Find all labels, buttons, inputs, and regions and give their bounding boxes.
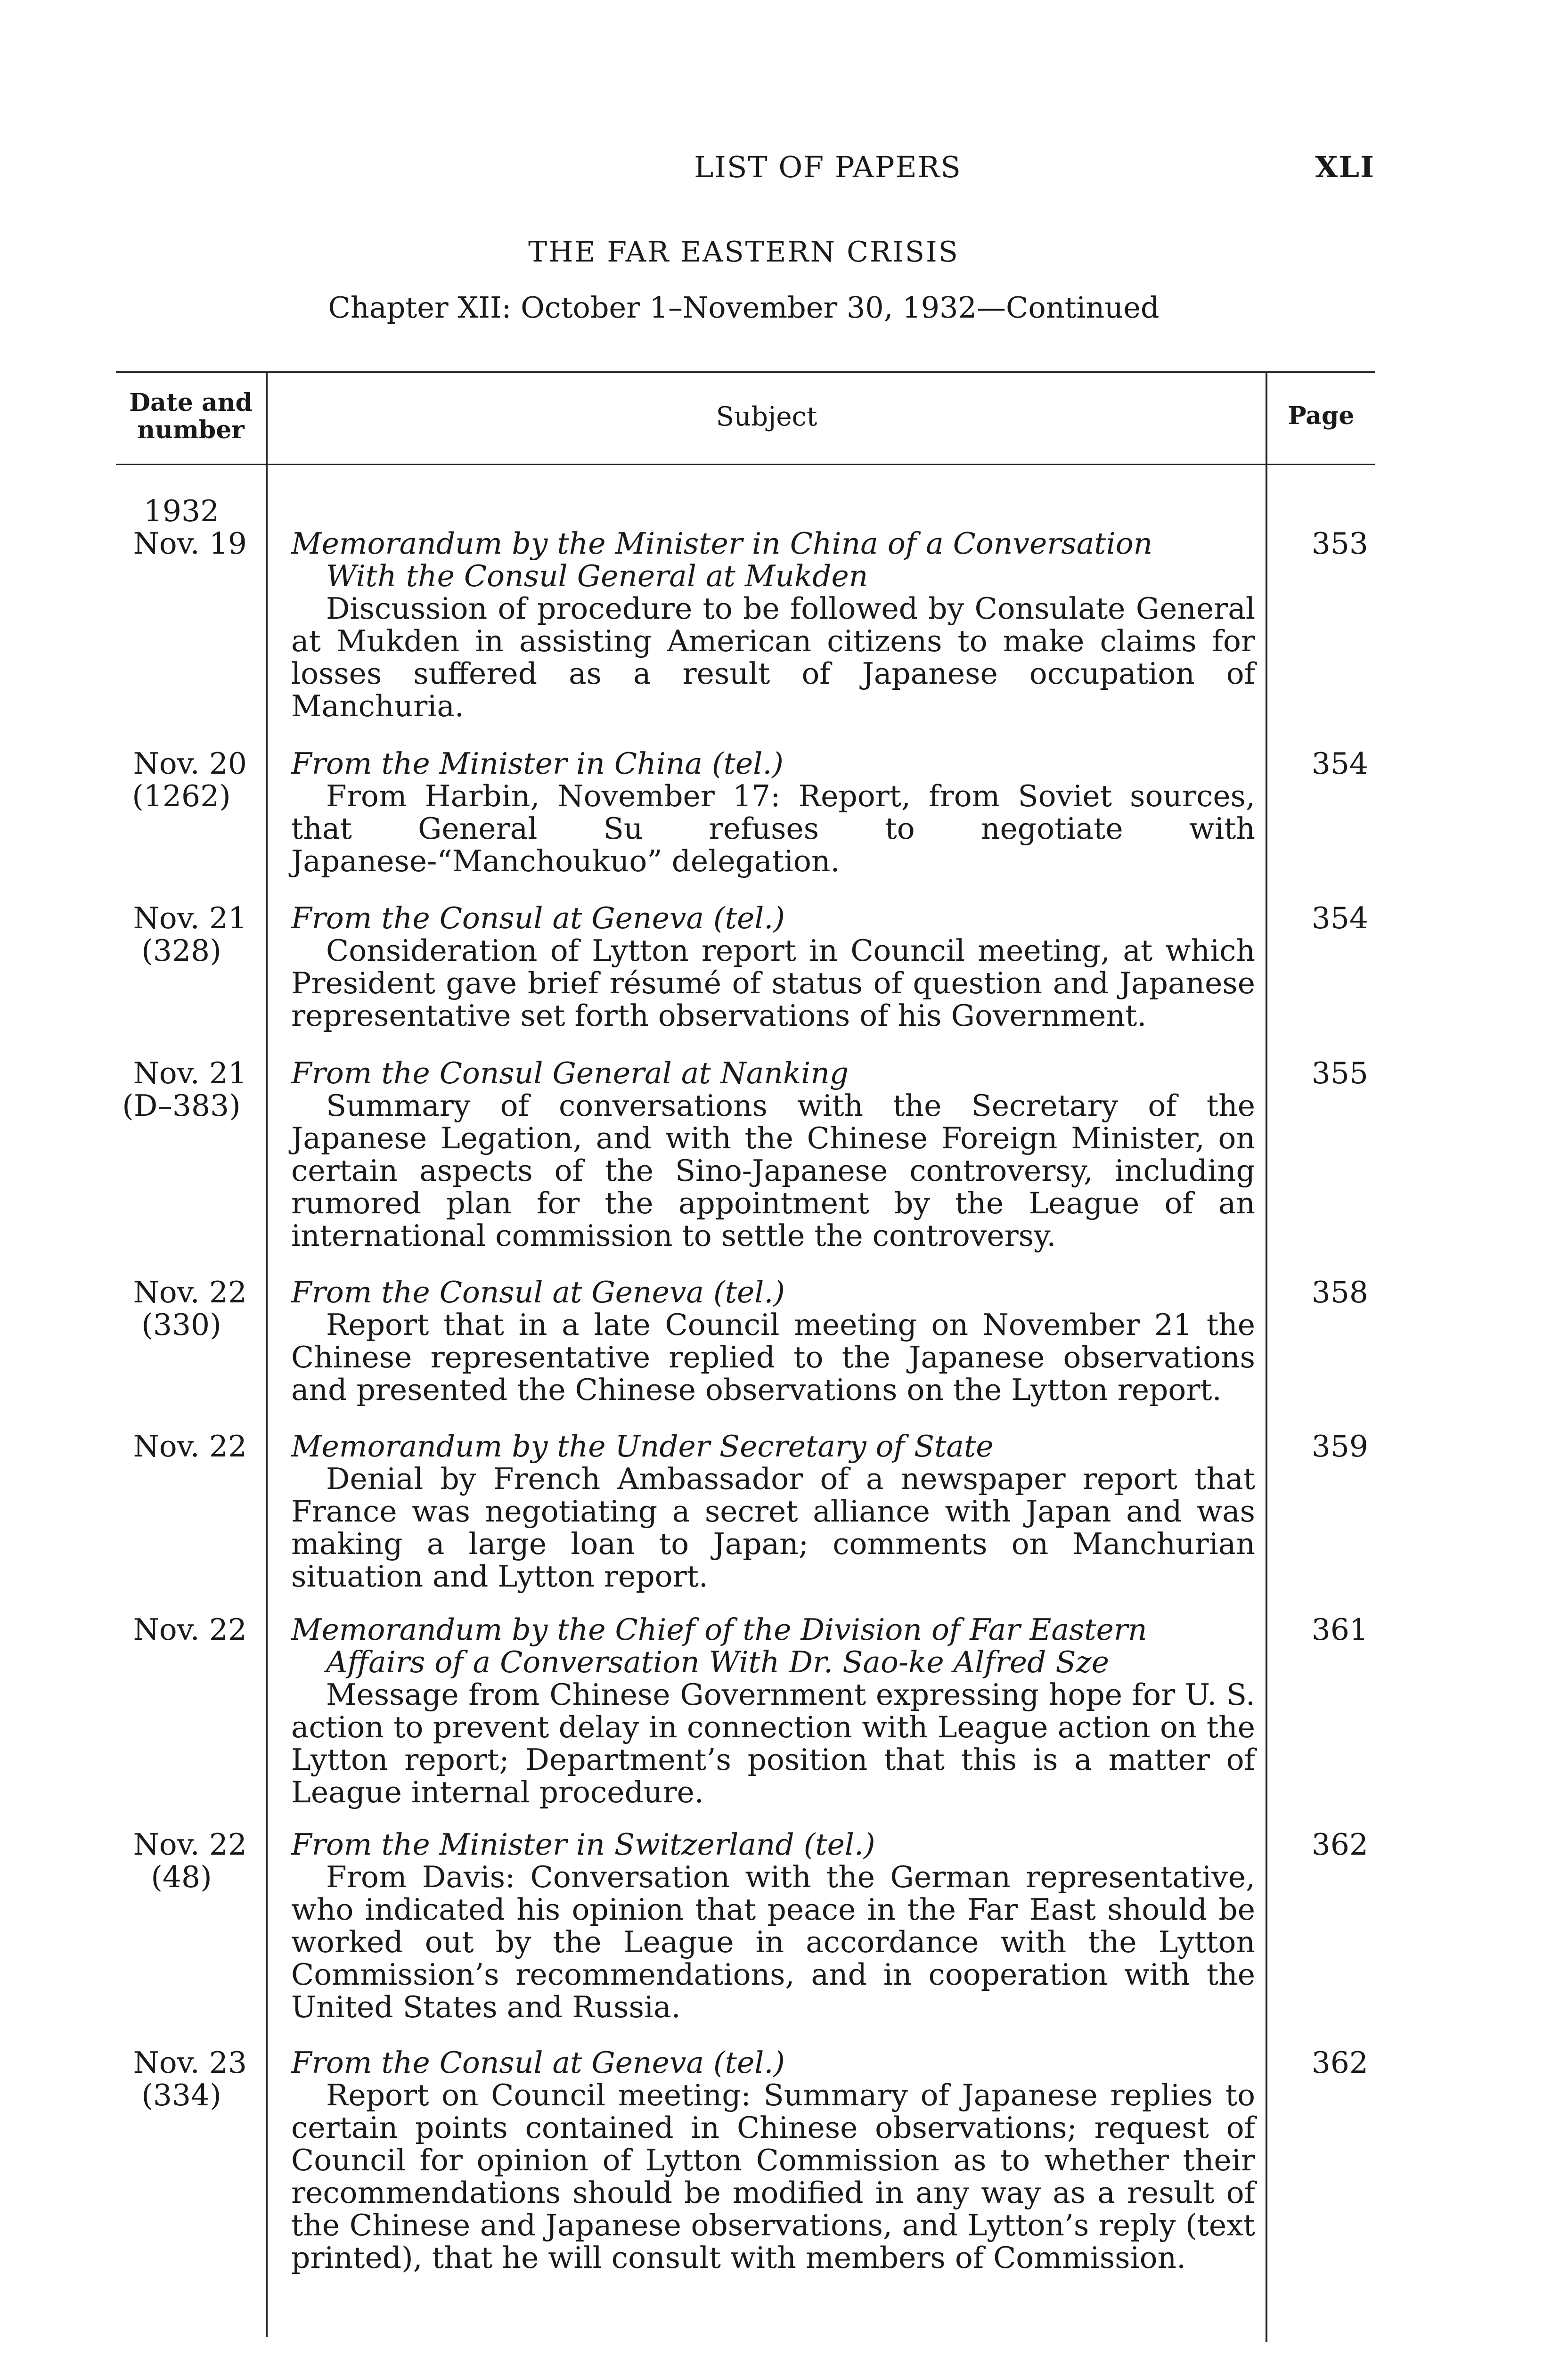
entry-date-cell <box>116 747 247 812</box>
entry-number: (D–383) <box>122 1088 241 1123</box>
entry-title-line: Memorandum by the Chief of the Division of Far Eastern <box>291 1612 1147 1647</box>
entry-date: Nov. 22 <box>133 1612 247 1647</box>
entry-subject <box>291 747 1255 877</box>
entry-date: Nov. 21 <box>133 1056 247 1090</box>
entry-page: 353 <box>1311 526 1368 561</box>
entry-subject <box>291 527 1255 722</box>
entry-title <box>291 1828 1255 1861</box>
entry-number: (328) <box>141 933 221 968</box>
entry-date: Nov. 21 <box>133 901 247 935</box>
column-header-date <box>116 389 266 444</box>
entry-subject <box>291 1613 1255 1808</box>
entry-number: (1262) <box>132 779 231 813</box>
entry-title-continuation: With the Consul General at Mukden <box>326 559 868 593</box>
column-header-date-line2: number <box>137 416 245 444</box>
entry-title <box>291 1276 1255 1309</box>
entry-title-line: From the Consul at Geneva (tel.) <box>291 2045 785 2080</box>
entry-title <box>291 527 1255 592</box>
entry-page: 361 <box>1311 1612 1368 1647</box>
entry-title-line: From the Consul at Geneva (tel.) <box>291 901 785 935</box>
column-header-subject: Subject <box>716 401 817 432</box>
table-top-rule <box>116 371 1375 373</box>
entry-description: Denial by French Ambassador of a newspaper report that France was negotiating a secret alliance with Japan and was making a large loan to Japan; comments on Manchurian situation and Lytton report. <box>291 1462 1255 1594</box>
running-title: LIST OF PAPERS <box>694 150 962 184</box>
entry-number: (334) <box>141 2078 221 2112</box>
entry-subject <box>291 1828 1255 2023</box>
entry-title-line: Memorandum by the Minister in China of a Conversation <box>291 526 1153 561</box>
entry-date: Nov. 20 <box>133 746 247 781</box>
section-title: THE FAR EASTERN CRISIS <box>528 236 959 269</box>
column-header-date-line1: Date and <box>129 388 253 417</box>
entry-title <box>291 902 1255 934</box>
entry-page: 359 <box>1311 1429 1368 1464</box>
entry-date-cell <box>116 1828 247 1893</box>
entry-date-cell <box>116 2046 247 2111</box>
entry-subject <box>291 1276 1255 1406</box>
column-divider-left <box>266 372 268 2337</box>
entry-page: 354 <box>1311 746 1368 781</box>
entry-title <box>291 1057 1255 1089</box>
entry-title-line: From the Minister in Switzerland (tel.) <box>291 1827 875 1862</box>
entry-title-continuation: Affairs of a Conversation With Dr. Sao-ke Alfred Sze <box>326 1645 1109 1679</box>
entry-description: Discussion of procedure to be followed by Consulate General at Mukden in assisting American citizens to make claims for losses suffered as a result of Japanese occupation of Manchuria. <box>291 591 1255 723</box>
entry-subject <box>291 2046 1255 2274</box>
entry-date-cell <box>116 1276 247 1341</box>
entry-description: Report on Council meeting: Summary of Japanese replies to certain points contained in Chinese observations; request of Council for opinion of Lytton Commission as to whether their recommendations should be modified in any way as a result of the Chinese and Japanese observations, and Lytton’s reply (text printed), that he will consult with members of Commission. <box>291 2078 1255 2275</box>
entry-date: Nov. 19 <box>133 526 247 561</box>
entry-description: Report that in a late Council meeting on November 21 the Chinese representative replied to the Japanese observations and presented the Chinese observations on the Lytton report. <box>291 1308 1255 1407</box>
entry-subject <box>291 1430 1255 1593</box>
entry-title <box>291 2046 1255 2079</box>
entry-page: 362 <box>1311 2045 1368 2080</box>
entry-date-cell <box>116 1430 247 1463</box>
entry-title <box>291 747 1255 780</box>
entry-date: Nov. 22 <box>133 1429 247 1464</box>
entry-subject <box>291 902 1255 1032</box>
entry-description: From Harbin, November 17: Report, from Soviet sources, that General Su refuses to negotiate with Japanese-“Manchoukuo” delegation. <box>291 779 1255 878</box>
entry-description: Summary of conversations with the Secretary of the Japanese Legation, and with the Chinese Foreign Minister, on certain aspects of the Sino-Japanese controversy, including rumored plan for the appointment by the League of an international commission to settle the controversy. <box>291 1088 1255 1253</box>
entry-date: Nov. 22 <box>133 1275 247 1309</box>
entry-date: Nov. 22 <box>133 1827 247 1862</box>
entry-title-line: From the Consul General at Nanking <box>291 1056 849 1090</box>
chapter-line: Chapter XII: October 1–November 30, 1932—Continued <box>328 290 1160 325</box>
entry-date: Nov. 23 <box>133 2045 247 2080</box>
entry-title <box>291 1430 1255 1463</box>
entry-page: 354 <box>1311 901 1368 935</box>
entry-page: 362 <box>1311 1827 1368 1862</box>
page-folio: XLI <box>1315 150 1375 184</box>
entry-description: From Davis: Conversation with the German representative, who indicated his opinion that peace in the Far East should be worked out by the League in accordance with the Lytton Commission’s recommendations, and in cooperation with the United States and Russia. <box>291 1860 1255 2024</box>
entry-title-line: Memorandum by the Under Secretary of State <box>291 1429 994 1464</box>
year-label: 1932 <box>143 494 220 528</box>
entry-title <box>291 1613 1255 1678</box>
entry-title-line: From the Minister in China (tel.) <box>291 746 784 781</box>
entry-page: 355 <box>1311 1056 1368 1090</box>
entry-date-cell <box>116 527 247 560</box>
entry-number: (330) <box>141 1308 221 1342</box>
entry-number: (48) <box>151 1860 212 1894</box>
entry-description: Message from Chinese Government expressing hope for U. S. action to prevent delay in connection with League action on the Lytton report; Department’s position that this is a matter of League internal procedure. <box>291 1677 1255 1809</box>
entry-date-cell <box>116 1057 247 1122</box>
entry-date-cell <box>116 902 247 967</box>
entry-date-cell <box>116 1613 247 1646</box>
entry-page: 358 <box>1311 1275 1368 1309</box>
column-header-page: Page <box>1288 401 1355 430</box>
entry-title-line: From the Consul at Geneva (tel.) <box>291 1275 785 1309</box>
entry-subject <box>291 1057 1255 1252</box>
entry-description: Consideration of Lytton report in Council meeting, at which President gave brief résumé of status of question and Japanese representative set forth observations of his Government. <box>291 933 1255 1033</box>
table-header-rule <box>116 464 1375 465</box>
